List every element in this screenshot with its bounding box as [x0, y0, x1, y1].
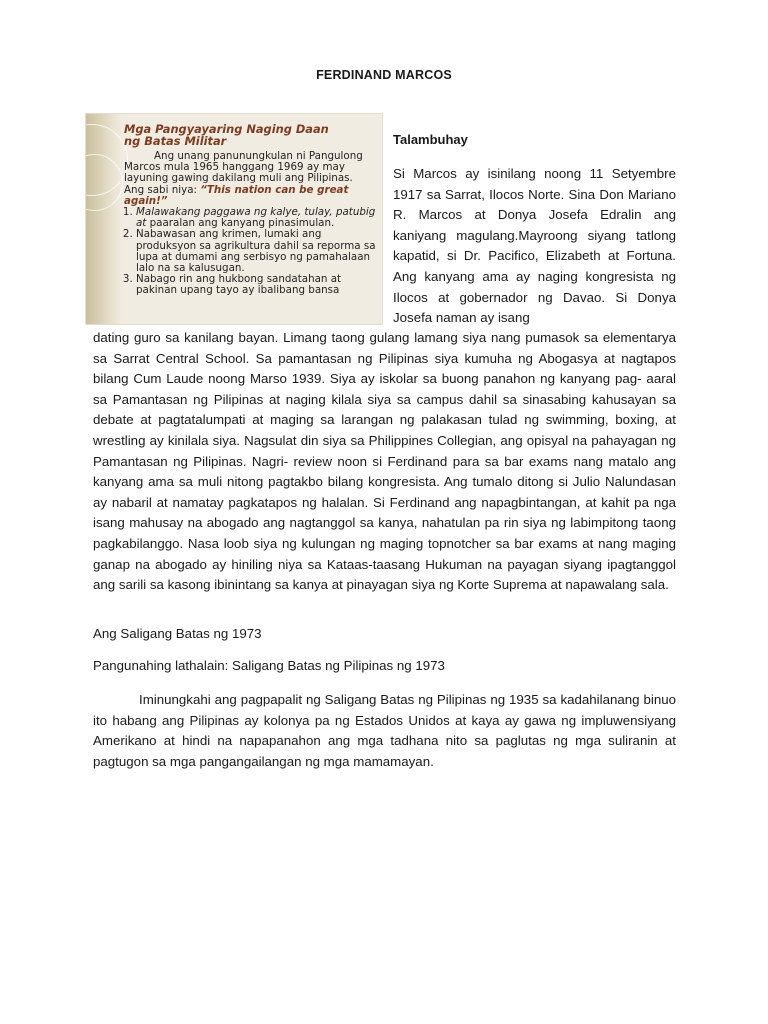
slide-content: [124, 123, 380, 297]
slide-list: [124, 207, 380, 297]
bio-text-right-column: [393, 164, 676, 329]
main-article-line: Pangunahing lathalain: Saligang Batas ng Pilipinas ng 1973: [93, 658, 445, 673]
slide-list-item: [136, 207, 380, 229]
bio-paragraph-continued: dating guro sa kanilang bayan. Limang taong gulang lamang siya nang pumasok sa elementarya sa Sarrat Central School. Sa pamantasan ng Pilipinas siya kumuha ng Abogasya at nagtapos bilang Cum Laude noong Marso 1939. Siya ay iskolar sa buong panahon ng kanyang pag- aaral sa Pamantasan ng Pilipinas at naging kilala siya sa campus dahil sa sinasabing kahusayan sa debate at pagtatalumpati at maging sa larangan ng palakasan tulad ng swimming, boxing, at wrestling ay kinilala siya. Nagsulat din siya sa Philippines Collegian, ang opisyal na pahayagan ng Pamantasan ng Pilipinas. Nagri- review noon si Ferdinand para sa bar exams nang matalo ang kanyang ama sa muli nitong pagtakbo bilang kongresista. Ang tumalo ditong si Julio Nalundasan ay nabaril at namatay pagkatapos ng halalan. Si Ferdinand ang napagbintangan, at kahit pa nga isang mahusay na abogado ang nagtanggol sa kanya, nahatulan pa rin siya ng labimpitong taong pagkabilanggo. Nasa loob siya ng kulungan ng maging topnotcher sa bar exams at nang maging ganap na abogado ay hiniling niya sa Kataas-taasang Hukuman na payagan siyang ipagtanggol ang sarili sa kasong ibinintang sa kanya at pinayagan siya ng Korte Suprema at napawalang sala.: [93, 330, 676, 593]
slide-list-item: [136, 229, 380, 274]
slide-title: [124, 123, 380, 147]
slide-list-item-text: Nabago rin ang hukbong sandatahan at pakinan upang tayo ay ibalibang bansa: [136, 273, 342, 297]
slide-title-line: Mga Pangyayaring Naging Daan: [124, 122, 329, 136]
slide-title-line: ng Batas Militar: [124, 134, 227, 148]
section-heading: Ang Saligang Batas ng 1973: [93, 626, 262, 641]
bio-paragraph-start: Si Marcos ay isinilang noong 11 Setyembre 1917 sa Sarrat, Ilocos Norte. Sina Don Mariano R. Marcos at Donya Josefa Edralin ang kaniyang magulang.Mayroong siyang tatlong kapatid, si Dr. Pacifico, Elizabeth at Fortuna. Ang kanyang ama ay naging kongresista ng Ilocos at gobernador ng Davao. Si Donya Josefa naman ay isang: [393, 166, 676, 326]
constitution-paragraph: Iminungkahi ang pagpapalit ng Saligang Batas ng Pilipinas ng 1935 sa kadahilanang binuo ito habang ang Pilipinas ay kolonya pa ng Estados Unidos at kaya ay gawa ng impluwensiyang Amerikano at hindi na napapanahon ang mga tadhana nito sa paglutas ng mga suliranin at pagtugon sa mga pangangailangan ng mga mamamayan.: [93, 692, 676, 769]
bio-heading: Talambuhay: [393, 132, 468, 147]
slide-quote: “This nation can be great again!”: [124, 183, 349, 207]
slide-list-item-lead: Malawakang paggawa ng kalye, tulay, patubig at: [136, 206, 376, 230]
slide-quote-prefix: Ang sabi niya:: [124, 183, 201, 196]
slide-list-item-text: paaralan ang kanyang pinasimulan.: [146, 217, 335, 230]
slide-intro: Ang unang panunungkulan ni Pangulong Marcos mula 1965 hanggang 1969 ay may layuning gawing dakilang muli ang Pilipinas.: [124, 150, 363, 185]
slide-list-item: [136, 274, 380, 296]
slide-list-item-text: Nabawasan ang krimen, lumaki ang produksyon sa agrikultura dahil sa reporma sa lupa at dumami ang serbisyo ng pamahalaan lalo na sa kalusugan.: [136, 228, 376, 275]
slide-quote-line: [124, 185, 380, 207]
page-title: FERDINAND MARCOS: [316, 68, 452, 82]
slide-image: [85, 113, 383, 325]
